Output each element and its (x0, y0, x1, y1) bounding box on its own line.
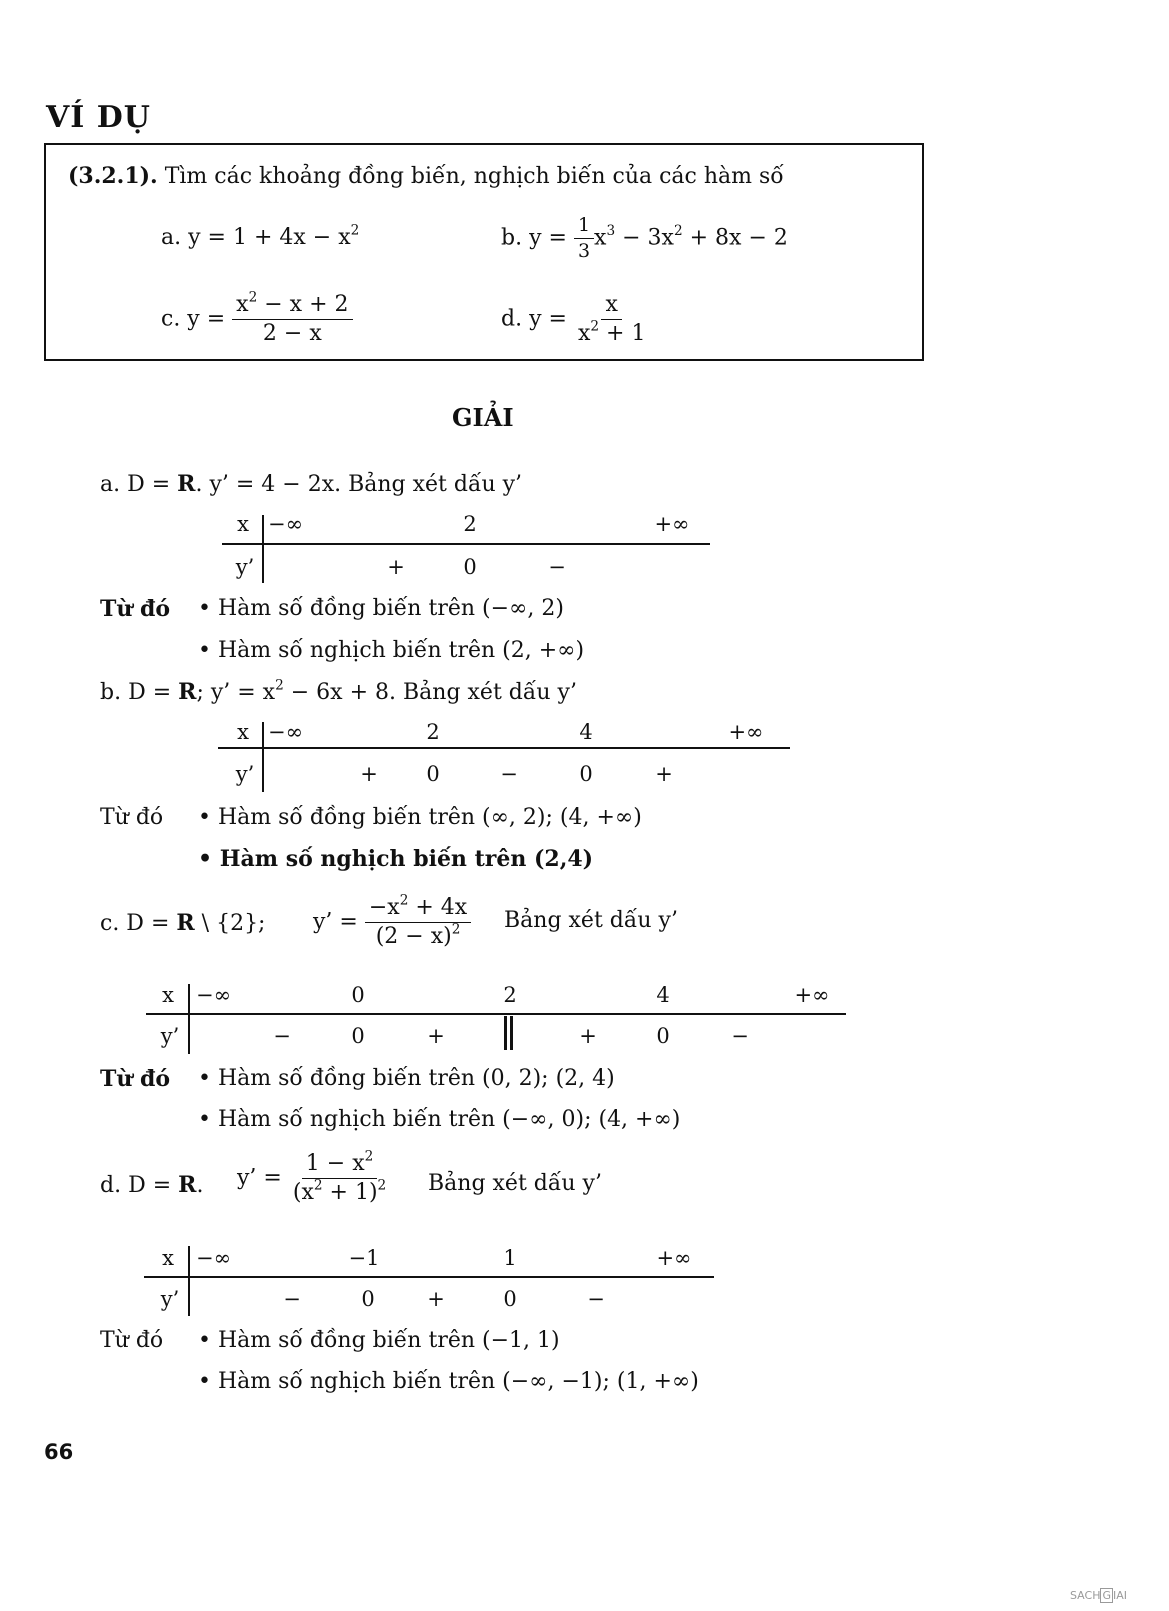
sign-value: 0 (656, 1024, 670, 1048)
sign-value: − (731, 1024, 749, 1048)
solution-title: GIẢI (452, 403, 514, 432)
sign-value: + (427, 1024, 445, 1048)
sign-value: − (500, 762, 518, 786)
part-d-domain: d. D = R. (100, 1172, 204, 1198)
x-label: x (162, 983, 174, 1007)
function-a: a. $y = 1 + 4x - x^2$ (161, 222, 360, 250)
conclusion-line: • Hàm số đồng biến trên (−1, 1) (198, 1328, 560, 1353)
y-label: y’ (235, 555, 255, 579)
y-label: y’ (235, 762, 255, 786)
x-label: x (162, 1246, 174, 1270)
conclusion-prefix: Từ đó (100, 596, 171, 622)
x-label: x (237, 512, 249, 536)
x-value: +∞ (656, 1246, 692, 1270)
problem-box (44, 143, 924, 361)
sign-value: + (655, 762, 673, 786)
part-a-intro: a. D = R. y’ = 4 − 2x. Bảng xét dấu y’ (100, 471, 523, 497)
sign-value: 0 (579, 762, 593, 786)
problem-text: Tìm các khoảng đồng biến, nghịch biến của các hàm số (164, 164, 784, 189)
sign-value: − (548, 555, 566, 579)
conclusion-line: • Hàm số nghịch biến trên (−∞, −1); (1, +∞) (198, 1369, 699, 1394)
part-c-domain: c. D = R \ {2}; (100, 910, 266, 936)
sign-value: + (387, 555, 405, 579)
conclusion-line: • Hàm số đồng biến trên (0, 2); (2, 4) (198, 1066, 615, 1091)
sign-value: − (587, 1287, 605, 1311)
x-value: +∞ (794, 983, 830, 1007)
conclusion-prefix: Từ đó (100, 1328, 164, 1353)
part-b-intro: b. D = R; y’ = $x^2 - 6x + 8$. Bảng xét dấu y’ (100, 677, 577, 705)
y-label: y’ (160, 1024, 180, 1048)
function-b: b. y = $\frac{1}{3}$ $x^3 - 3x^2 + 8x - 2$ (501, 214, 788, 262)
conclusion-prefix: Từ đó (100, 805, 164, 830)
conclusion-prefix: Từ đó (100, 1066, 171, 1092)
sign-value: 0 (503, 1287, 517, 1311)
sign-value: 0 (361, 1287, 375, 1311)
x-value: 1 (503, 1246, 517, 1270)
page-number: 66 (44, 1440, 74, 1464)
conclusion-line: • Hàm số đồng biến trên (−∞, 2) (198, 596, 564, 621)
x-value: −∞ (196, 1246, 232, 1270)
sign-value: − (273, 1024, 291, 1048)
x-value: −1 (348, 1246, 380, 1270)
watermark: SACH G IAI (1070, 1589, 1128, 1602)
sign-value: 0 (463, 555, 477, 579)
x-value: +∞ (654, 512, 690, 536)
x-value: 4 (579, 720, 593, 744)
part-c-derivative: y’ = $\frac{-x^2 + 4x}{(2 - x)^2}$ (313, 896, 471, 949)
function-d: d. y = $\frac{x}{x^2 + 1}$ (501, 292, 646, 347)
table-title: Bảng xét dấu y’ (428, 1171, 602, 1196)
section-heading: VÍ DỤ (46, 100, 151, 135)
part-d-derivative: y’ = $\frac{1 - x^2}{(x^2 + 1)^2}$ (237, 1148, 387, 1206)
sign-value: − (283, 1287, 301, 1311)
sign-value: + (427, 1287, 445, 1311)
sign-value: 0 (426, 762, 440, 786)
sign-value: 0 (351, 1024, 365, 1048)
undefined-marker (510, 1016, 513, 1050)
x-value: 0 (351, 983, 365, 1007)
problem-statement (68, 163, 784, 189)
x-value: −∞ (196, 983, 232, 1007)
conclusion-line: • Hàm số đồng biến trên (∞, 2); (4, +∞) (198, 805, 642, 830)
function-c: c. y = $\frac{x^2 - x + 2}{2 - x}$ (161, 293, 353, 346)
x-value: 2 (463, 512, 477, 536)
y-label: y’ (160, 1287, 180, 1311)
undefined-marker (504, 1016, 507, 1050)
x-value: 4 (656, 983, 670, 1007)
conclusion-line: • Hàm số nghịch biến trên (−∞, 0); (4, +∞) (198, 1107, 681, 1132)
sign-value: + (579, 1024, 597, 1048)
table-title: Bảng xét dấu y’ (504, 908, 678, 933)
x-value: 2 (426, 720, 440, 744)
x-value: −∞ (268, 512, 304, 536)
x-value: −∞ (268, 720, 304, 744)
conclusion-line: • Hàm số nghịch biến trên (2,4) (198, 846, 594, 872)
sign-value: + (360, 762, 378, 786)
conclusion-line: • Hàm số nghịch biến trên (2, +∞) (198, 638, 585, 663)
x-value: 2 (503, 983, 517, 1007)
problem-number: (3.2.1). (68, 163, 158, 189)
x-value: +∞ (728, 720, 764, 744)
x-label: x (237, 720, 249, 744)
